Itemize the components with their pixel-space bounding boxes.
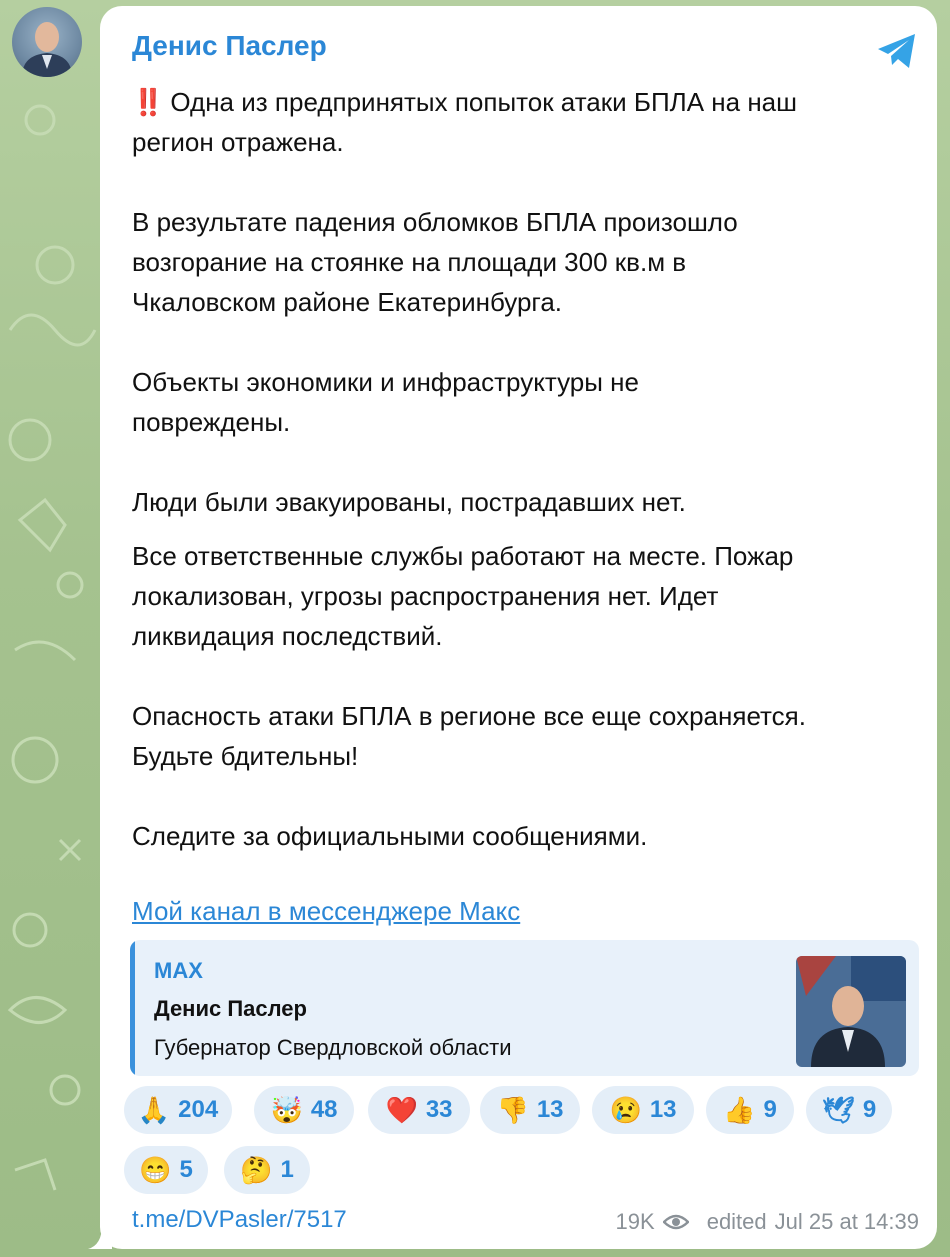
reaction-heart[interactable] bbox=[368, 1086, 470, 1134]
reaction-pray[interactable] bbox=[124, 1086, 232, 1134]
view-count: 19K bbox=[615, 1209, 655, 1234]
thumbs-up-icon: 👍 bbox=[723, 1095, 756, 1125]
message-text-1 bbox=[132, 82, 922, 522]
reaction-count: 5 bbox=[179, 1156, 193, 1183]
preview-photo-icon bbox=[796, 956, 906, 1067]
preview-site-name: MAX bbox=[154, 958, 203, 983]
message-bubble bbox=[100, 6, 937, 1249]
reaction-count: 13 bbox=[649, 1096, 677, 1123]
edited-label: edited bbox=[706, 1209, 767, 1234]
reaction-thinking[interactable] bbox=[224, 1146, 310, 1194]
reaction-count: 9 bbox=[862, 1096, 877, 1123]
preview-accent-bar bbox=[130, 940, 135, 1076]
mind-blown-icon: 🤯 bbox=[270, 1095, 303, 1125]
reaction-thumbs-down[interactable] bbox=[480, 1086, 580, 1134]
background-doodles bbox=[0, 0, 100, 1257]
max-channel-link[interactable]: Мой канал в мессенджере Макс bbox=[132, 896, 521, 926]
reaction-mind-blown[interactable] bbox=[254, 1086, 354, 1134]
reaction-count: 33 bbox=[425, 1096, 453, 1123]
preview-title: Денис Паслер bbox=[154, 996, 307, 1021]
reaction-grin[interactable] bbox=[124, 1146, 208, 1194]
author-name[interactable]: Денис Паслер bbox=[132, 30, 327, 61]
reaction-thumbs-up[interactable] bbox=[706, 1086, 794, 1134]
author-avatar[interactable] bbox=[12, 7, 82, 77]
bubble-tail bbox=[88, 1225, 112, 1249]
reaction-count: 48 bbox=[310, 1096, 338, 1123]
thumbs-down-icon: 👎 bbox=[496, 1095, 529, 1125]
message-paragraph-2: Все ответственные службы работают на месте. Пожар локализован, угрозы распространения нет. Идет ликвидация последствий. Опасность атаки БПЛА в регионе все еще сохраняется. Будьте бдительны! Следите за официальными сообщениями. bbox=[132, 541, 806, 851]
post-link[interactable]: t.me/DVPasler/7517 bbox=[132, 1206, 347, 1233]
message-timestamp: Jul 25 at 14:39 bbox=[774, 1209, 919, 1234]
pray-icon: 🙏 bbox=[137, 1095, 171, 1125]
reaction-count: 1 bbox=[280, 1156, 294, 1183]
preview-description: Губернатор Свердловской области bbox=[154, 1035, 512, 1060]
message-meta bbox=[616, 1209, 919, 1235]
double-exclamation-icon: ‼️ bbox=[132, 87, 161, 117]
dove-icon: 🕊 bbox=[821, 1095, 855, 1125]
thinking-face-icon: 🤔 bbox=[240, 1155, 273, 1185]
reaction-count: 204 bbox=[178, 1096, 219, 1123]
telegram-icon[interactable] bbox=[874, 28, 920, 74]
grinning-face-icon: 😁 bbox=[139, 1155, 172, 1185]
heart-icon: ❤️ bbox=[385, 1095, 418, 1125]
reaction-crying[interactable] bbox=[592, 1086, 694, 1134]
eye-icon bbox=[663, 1213, 689, 1231]
reaction-count: 9 bbox=[763, 1096, 777, 1123]
avatar-person-icon bbox=[12, 7, 82, 77]
reaction-dove[interactable] bbox=[806, 1086, 892, 1134]
message-paragraph-1: Одна из предпринятых попыток атаки БПЛА на наш регион отражена. В результате падения обломков БПЛА произошло возгорание на стоянке на площади 300 кв.м в Чкаловском районе Екатеринбурга. Объекты экономики и инфраструктуры не повреждены. Люди были эвакуированы, пострадавших нет. bbox=[132, 87, 797, 517]
crying-face-icon: 😢 bbox=[609, 1095, 642, 1125]
preview-thumbnail bbox=[796, 956, 906, 1067]
link-preview[interactable] bbox=[130, 940, 919, 1076]
reaction-count: 13 bbox=[536, 1096, 564, 1123]
